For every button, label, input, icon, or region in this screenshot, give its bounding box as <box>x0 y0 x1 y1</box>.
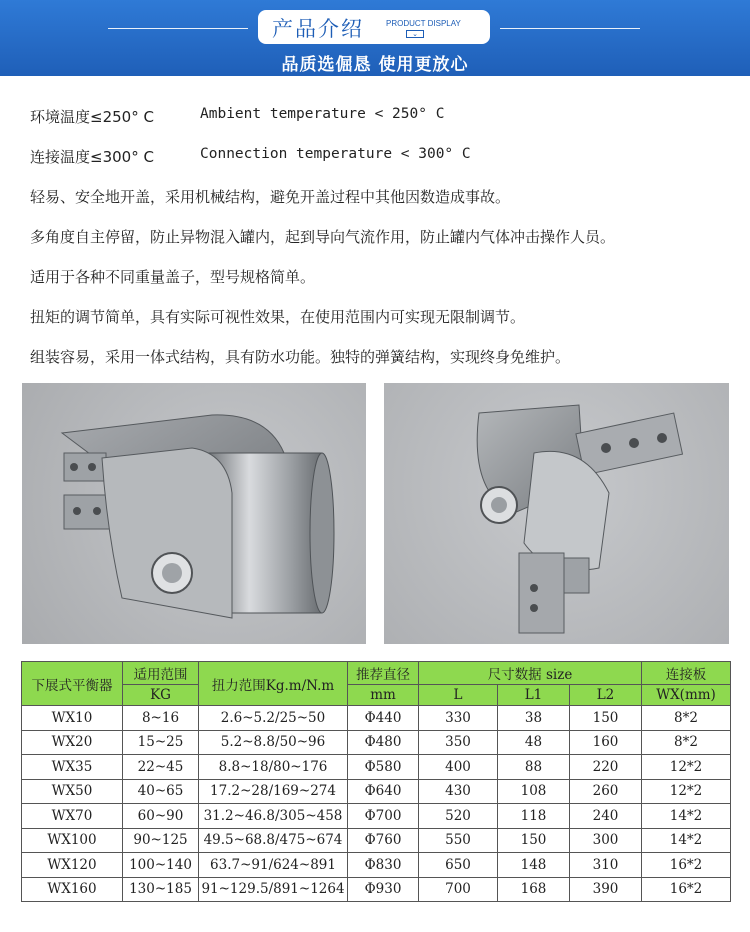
cell-torque: 63.7~91/624~891 <box>199 853 348 878</box>
section-title-en: PRODUCT DISPLAY <box>386 19 461 28</box>
col-header-diameter: 推荐直径 <box>348 662 419 685</box>
feature-item <box>30 266 745 306</box>
table-row <box>22 804 731 829</box>
feature-list <box>30 106 745 386</box>
cell-L2: 150 <box>570 706 642 731</box>
cell-L1: 38 <box>498 706 570 731</box>
feature-item <box>30 226 745 266</box>
banner-subtitle: 品质选倔恳 使用更放心 <box>281 55 469 75</box>
cell-L: 700 <box>419 877 498 902</box>
cell-torque: 49.5~68.8/475~674 <box>199 828 348 853</box>
feature-item <box>30 346 745 386</box>
chevron-down-icon: ⌄ <box>406 30 424 38</box>
cell-model: WX10 <box>22 706 123 731</box>
cell-L2: 220 <box>570 755 642 780</box>
cell-L: 650 <box>419 853 498 878</box>
cell-diameter: Φ440 <box>348 706 419 731</box>
cell-torque: 2.6~5.2/25~50 <box>199 706 348 731</box>
title-badge <box>258 10 490 44</box>
feature-text-zh: 适用于各种不同重量盖子，型号规格简单。 <box>30 268 316 286</box>
cell-range: 60~90 <box>123 804 199 829</box>
cell-diameter: Φ640 <box>348 779 419 804</box>
cell-diameter: Φ700 <box>348 804 419 829</box>
col-header-diameter-unit: mm <box>348 685 419 706</box>
cell-L1: 118 <box>498 804 570 829</box>
cell-range: 90~125 <box>123 828 199 853</box>
col-header-plate: 连接板 <box>642 662 731 685</box>
feature-text-en: Ambient temperature < 250° C <box>200 106 445 122</box>
cell-L2: 260 <box>570 779 642 804</box>
feature-item <box>30 186 745 226</box>
product-photo-front <box>22 383 366 644</box>
cell-model: WX120 <box>22 853 123 878</box>
cell-L1: 148 <box>498 853 570 878</box>
cell-L1: 48 <box>498 730 570 755</box>
cell-L1: 150 <box>498 828 570 853</box>
feature-text-zh: 扭矩的调节简单，具有实际可视性效果，在使用范围内可实现无限制调节。 <box>30 308 526 326</box>
feature-text-zh: 组装容易，采用一体式结构，具有防水功能。独特的弹簧结构，实现终身免维护。 <box>30 348 571 366</box>
cell-model: WX35 <box>22 755 123 780</box>
cell-L: 430 <box>419 779 498 804</box>
cell-torque: 31.2~46.8/305~458 <box>199 804 348 829</box>
cell-L1: 108 <box>498 779 570 804</box>
cell-diameter: Φ760 <box>348 828 419 853</box>
cell-L: 330 <box>419 706 498 731</box>
cell-L2: 310 <box>570 853 642 878</box>
col-header-torque: 扭力范围Kg.m/N.m <box>199 662 348 706</box>
feature-text-zh: 多角度自主停留，防止异物混入罐内，起到导向气流作用，防止罐内气体冲击操作人员。 <box>30 228 616 246</box>
header-banner <box>0 0 750 76</box>
cell-plate: 16*2 <box>642 853 731 878</box>
col-header-plate-unit: WX(mm) <box>642 685 731 706</box>
cell-diameter: Φ830 <box>348 853 419 878</box>
table-header-row <box>22 685 731 706</box>
table-row <box>22 706 731 731</box>
cell-plate: 12*2 <box>642 755 731 780</box>
cell-L1: 168 <box>498 877 570 902</box>
banner-divider-left <box>108 28 248 29</box>
feature-text-zh: 环境温度≤250° C <box>30 108 154 126</box>
cell-range: 15~25 <box>123 730 199 755</box>
cell-model: WX160 <box>22 877 123 902</box>
cell-L: 400 <box>419 755 498 780</box>
table-header-row <box>22 662 731 685</box>
col-header-size: 尺寸数据 size <box>419 662 642 685</box>
cell-L2: 160 <box>570 730 642 755</box>
section-title: 产品介绍 <box>272 17 364 41</box>
feature-text-en: Connection temperature < 300° C <box>200 146 471 162</box>
product-photo-side <box>384 383 729 644</box>
cell-L: 520 <box>419 804 498 829</box>
cell-plate: 8*2 <box>642 706 731 731</box>
feature-item <box>30 146 745 186</box>
table-row <box>22 877 731 902</box>
cell-torque: 5.2~8.8/50~96 <box>199 730 348 755</box>
cell-plate: 14*2 <box>642 828 731 853</box>
cell-L: 350 <box>419 730 498 755</box>
feature-text-zh: 连接温度≤300° C <box>30 148 154 166</box>
cell-range: 22~45 <box>123 755 199 780</box>
cell-diameter: Φ930 <box>348 877 419 902</box>
cell-range: 40~65 <box>123 779 199 804</box>
cell-model: WX100 <box>22 828 123 853</box>
col-header-L2: L2 <box>570 685 642 706</box>
cell-L: 550 <box>419 828 498 853</box>
cell-model: WX70 <box>22 804 123 829</box>
cell-model: WX20 <box>22 730 123 755</box>
cell-plate: 14*2 <box>642 804 731 829</box>
cell-L2: 300 <box>570 828 642 853</box>
cell-torque: 8.8~18/80~176 <box>199 755 348 780</box>
cell-model: WX50 <box>22 779 123 804</box>
col-header-range-unit: KG <box>123 685 199 706</box>
cell-L2: 240 <box>570 804 642 829</box>
table-row <box>22 828 731 853</box>
table-row <box>22 755 731 780</box>
col-header-L1: L1 <box>498 685 570 706</box>
col-header-range: 适用范围 <box>123 662 199 685</box>
col-header-model: 下展式平衡器 <box>22 662 123 706</box>
cell-torque: 91~129.5/891~1264 <box>199 877 348 902</box>
col-header-L: L <box>419 685 498 706</box>
cell-range: 8~16 <box>123 706 199 731</box>
feature-item <box>30 106 745 146</box>
table-row <box>22 730 731 755</box>
feature-text-zh: 轻易、安全地开盖，采用机械结构，避免开盖过程中其他因数造成事故。 <box>30 188 511 206</box>
feature-item <box>30 306 745 346</box>
cell-diameter: Φ580 <box>348 755 419 780</box>
table-row <box>22 853 731 878</box>
cell-plate: 12*2 <box>642 779 731 804</box>
cell-range: 100~140 <box>123 853 199 878</box>
cell-range: 130~185 <box>123 877 199 902</box>
cell-plate: 8*2 <box>642 730 731 755</box>
cell-L2: 390 <box>570 877 642 902</box>
cell-L1: 88 <box>498 755 570 780</box>
cell-plate: 16*2 <box>642 877 731 902</box>
table-row <box>22 779 731 804</box>
cell-diameter: Φ480 <box>348 730 419 755</box>
spec-table <box>21 661 731 902</box>
banner-divider-right <box>500 28 640 29</box>
cell-torque: 17.2~28/169~274 <box>199 779 348 804</box>
